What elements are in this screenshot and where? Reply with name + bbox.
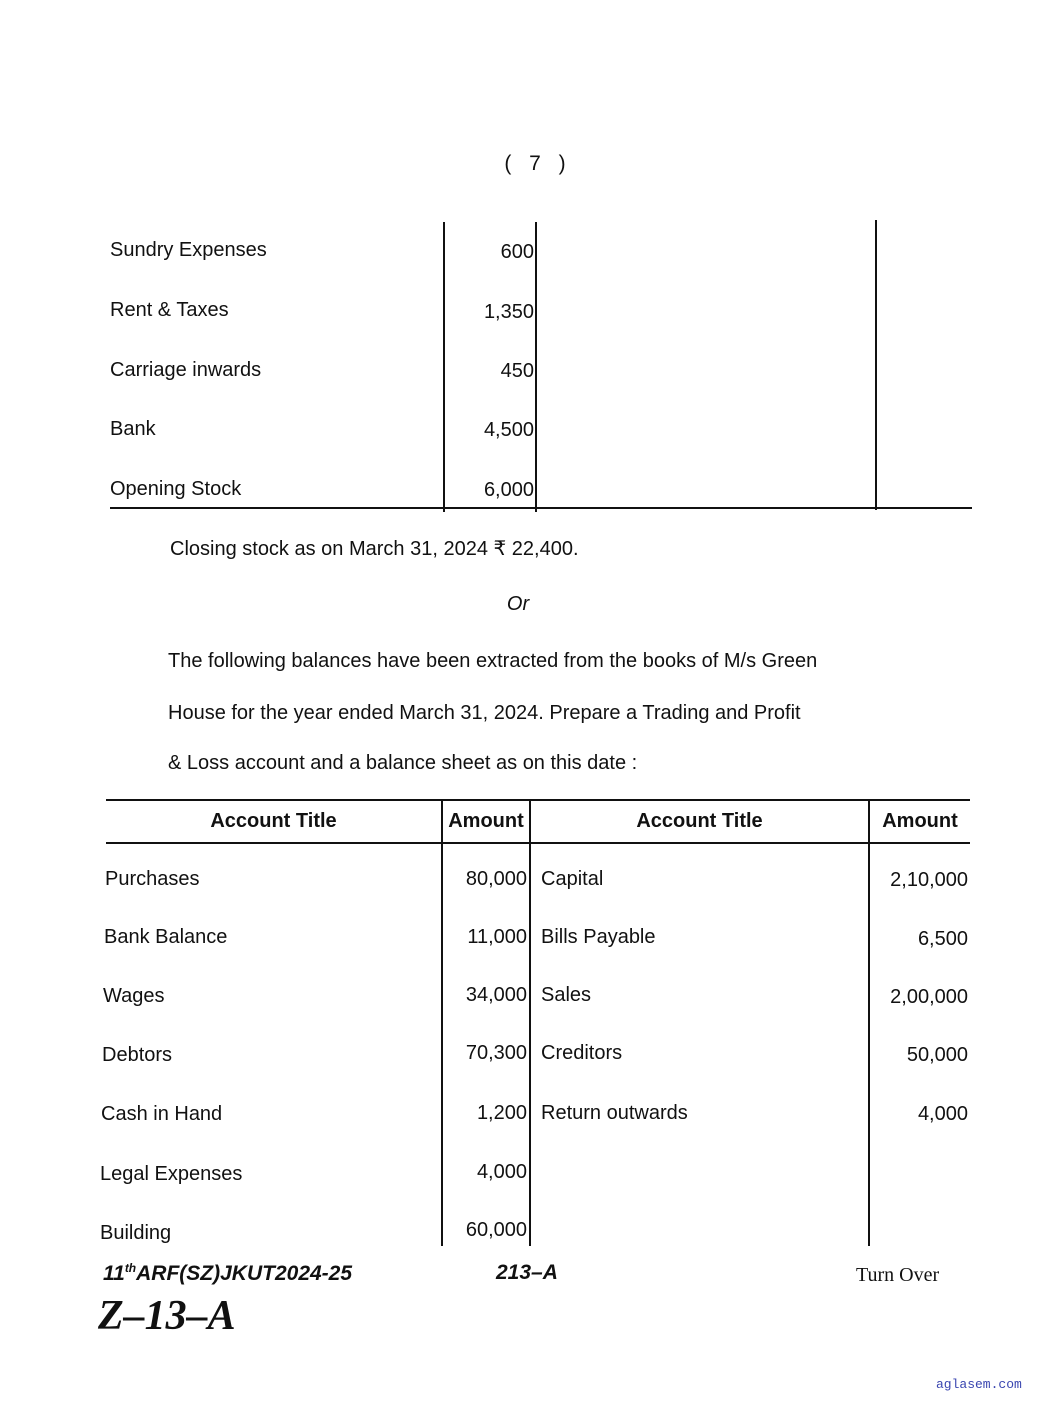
table-row-amount: 4,500 bbox=[483, 419, 534, 441]
exam-code-sup: th bbox=[124, 1261, 137, 1275]
table-row-left-label: Wages bbox=[103, 985, 165, 1007]
header-amount: Amount bbox=[448, 810, 524, 832]
table-row-left-amount: 34,000 bbox=[465, 984, 527, 1006]
table-row-label: Sundry Expenses bbox=[110, 239, 267, 261]
question-line: & Loss account and a balance sheet as on this date : bbox=[168, 752, 638, 774]
header-account-title: Account Title bbox=[210, 810, 337, 832]
table-row-left-amount: 4,000 bbox=[476, 1161, 527, 1183]
table-row-left-amount: 1,200 bbox=[476, 1102, 527, 1124]
table-bottom-rule bbox=[110, 507, 972, 509]
table-row-left-amount: 70,300 bbox=[465, 1042, 527, 1064]
table-row-left-label: Cash in Hand bbox=[101, 1103, 223, 1125]
table-row-left-label: Debtors bbox=[102, 1044, 173, 1066]
table-row-left-label: Bank Balance bbox=[104, 926, 228, 948]
table-row-right-amount: 50,000 bbox=[906, 1044, 968, 1066]
table-row-right-label: Capital bbox=[541, 868, 604, 890]
table-row-right-amount: 2,00,000 bbox=[890, 986, 968, 1008]
table-row-label: Opening Stock bbox=[110, 478, 242, 500]
table-row-right-amount: 6,500 bbox=[917, 928, 968, 950]
table-row-right-label: Sales bbox=[541, 984, 592, 1006]
table-row-right-amount: 2,10,000 bbox=[890, 869, 968, 891]
question-line: The following balances have been extracted from the books of M/s Green bbox=[168, 650, 818, 672]
turn-over-label: Turn Over bbox=[856, 1264, 940, 1286]
exam-code-prefix: 11 bbox=[103, 1262, 125, 1285]
table-row-left-amount: 11,000 bbox=[467, 926, 527, 948]
table-row-label: Carriage inwards bbox=[110, 359, 262, 381]
watermark: aglasem.com bbox=[936, 1377, 1022, 1392]
column-divider bbox=[868, 800, 870, 1246]
table-row-label: Rent & Taxes bbox=[110, 299, 229, 321]
table-row-label: Bank bbox=[110, 418, 156, 440]
table-row-amount: 1,350 bbox=[483, 301, 534, 323]
table-row-right-amount: 4,000 bbox=[917, 1103, 968, 1125]
table-row-amount: 6,000 bbox=[483, 479, 534, 501]
table-row-right-label: Creditors bbox=[541, 1042, 623, 1064]
table-row-amount: 450 bbox=[500, 360, 534, 382]
table-row-right-label: Bills Payable bbox=[541, 926, 656, 948]
paper-number: 213–A bbox=[496, 1261, 558, 1284]
table-row-left-label: Legal Expenses bbox=[100, 1163, 243, 1185]
exam-code-suffix: ARF(SZ)JKUT2024-25 bbox=[136, 1262, 353, 1285]
exam-code bbox=[103, 1261, 352, 1286]
table-row-amount: 600 bbox=[500, 241, 534, 263]
table-row-left-label: Purchases bbox=[105, 868, 200, 890]
series-code: Z–13–A bbox=[98, 1293, 236, 1339]
column-divider bbox=[529, 800, 531, 1246]
header-account-title: Account Title bbox=[636, 810, 763, 832]
column-divider bbox=[875, 220, 877, 510]
or-separator: Or bbox=[506, 593, 530, 615]
table-header-rule bbox=[106, 842, 970, 844]
table-row-left-label: Building bbox=[100, 1222, 172, 1244]
question-line: House for the year ended March 31, 2024. Prepare a Trading and Profit bbox=[168, 702, 801, 724]
closing-stock-note: Closing stock as on March 31, 2024 ₹ 22,400. bbox=[170, 538, 579, 560]
table-row-right-label: Return outwards bbox=[541, 1102, 688, 1124]
table-row-left-amount: 60,000 bbox=[465, 1219, 527, 1241]
table-row-left-amount: 80,000 bbox=[465, 868, 527, 890]
page-number: ( 7 ) bbox=[504, 152, 572, 175]
header-amount: Amount bbox=[882, 810, 958, 832]
table-top-rule bbox=[106, 799, 970, 801]
column-divider bbox=[535, 222, 537, 512]
